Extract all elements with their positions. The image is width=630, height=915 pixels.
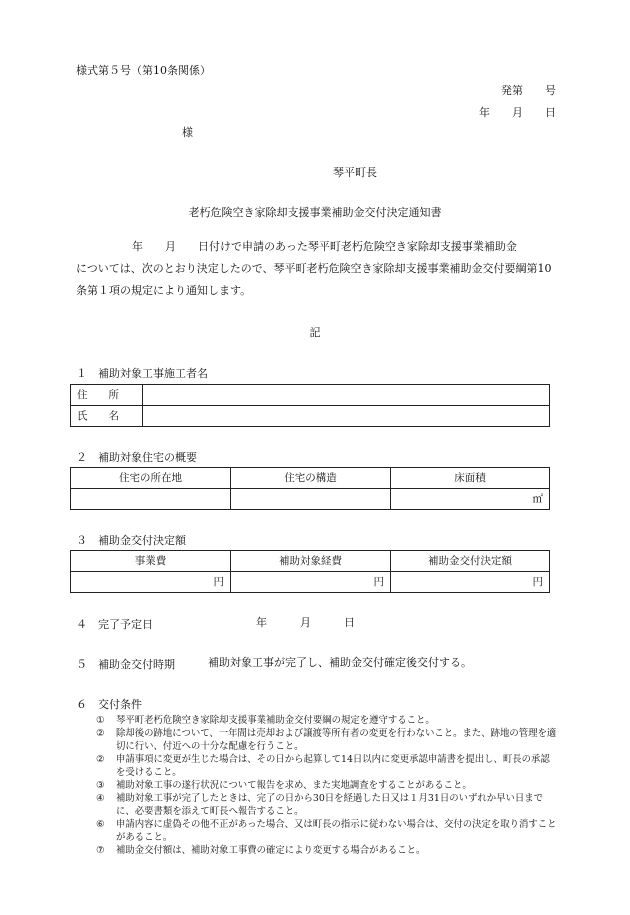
list-item <box>96 818 558 844</box>
body-first-line: 年 月 日付けで申請のあった琴平町老朽危険空き家除却支援事業補助金 <box>132 240 517 253</box>
address-label: 住 所 <box>71 385 143 406</box>
grant-timing-text: 補助対象工事が完了し、補助金交付確定後交付する。 <box>208 656 472 669</box>
table-row <box>71 489 550 510</box>
item-number: ① <box>96 715 105 726</box>
list-item <box>96 753 558 779</box>
grant-amount-unit[interactable]: 円 <box>391 572 550 593</box>
item-text: 琴平町老朽危険空き家除却支援事業補助金交付要綱の規定を遵守すること。 <box>116 715 435 726</box>
table-row <box>71 385 550 406</box>
form-id: 様式第５号（第10条関係） <box>76 64 211 77</box>
amount-table <box>70 550 550 593</box>
item-number: ② <box>96 754 105 765</box>
table-row <box>71 551 550 572</box>
item-number: ⑥ <box>96 819 105 830</box>
table-row <box>71 572 550 593</box>
section5-heading: ５ 補助金交付時期 <box>76 658 175 671</box>
house-table <box>70 467 550 510</box>
table-row <box>71 468 550 489</box>
name-label: 氏 名 <box>71 406 143 427</box>
item-text: 補助対象工事の遂行状況について報告を求め、また実地調査をすることがあること。 <box>116 780 472 791</box>
addressee-suffix: 様 <box>182 126 193 139</box>
list-item <box>96 714 558 727</box>
item-number: ⑦ <box>96 845 105 856</box>
floor-area-unit[interactable]: ㎡ <box>391 489 550 510</box>
section2-heading: ２ 補助対象住宅の概要 <box>76 451 197 464</box>
section1-heading: １ 補助対象工事施工者名 <box>76 367 208 380</box>
project-cost-unit[interactable]: 円 <box>71 572 231 593</box>
list-item <box>96 727 558 753</box>
item-text: 申請内容に虚偽その他不正があった場合、又は町長の指示に従わない場合は、交付の決定を取り消すことがあること。 <box>116 819 557 843</box>
header-eligible-cost: 補助対象経費 <box>231 551 391 572</box>
item-number: ④ <box>96 793 105 804</box>
item-text: 除却後の跡地について、一年間は売却および譲渡等所有者の変更を行わないこと。また、跡地の管理を適切に行い、付近への十分な配慮を行うこと。 <box>116 728 557 752</box>
issuer: 琴平町長 <box>333 166 377 179</box>
header-structure: 住宅の構造 <box>231 468 391 489</box>
header-location: 住宅の所在地 <box>71 468 231 489</box>
condition-list <box>96 714 558 857</box>
document-title: 老朽危険空き家除却支援事業補助金交付決定通知書 <box>188 206 442 219</box>
section4-heading: ４ 完了予定日 <box>76 618 153 631</box>
contractor-table <box>70 384 550 427</box>
name-value[interactable] <box>143 406 550 427</box>
structure-value[interactable] <box>231 489 391 510</box>
item-number: ③ <box>96 780 105 791</box>
list-item <box>96 792 558 818</box>
section3-heading: ３ 補助金交付決定額 <box>76 534 186 547</box>
address-value[interactable] <box>143 385 550 406</box>
issue-number: 発第 号 <box>501 84 556 97</box>
header-floor-area: 床面積 <box>391 468 550 489</box>
body-text: については、次のとおり決定したので、琴平町老朽危険空き家除却支援事業補助金交付要綱第10条第１項の規定により通知します。 <box>76 262 552 297</box>
completion-date: 年 月 日 <box>256 616 355 629</box>
item-text: 申請事項に変更が生じた場合は、その日から起算して14日以内に変更承認申請書を提出し、町長の承認を受けること。 <box>116 754 550 778</box>
list-item <box>96 779 558 792</box>
table-row <box>71 406 550 427</box>
item-text: 補助対象工事が完了したときは、完了の日から30日を経過した日又は１月31日のいずれか早い日までに、必要書類を添えて町長へ報告すること。 <box>116 793 543 817</box>
header-grant-amount: 補助金交付決定額 <box>391 551 550 572</box>
location-value[interactable] <box>71 489 231 510</box>
eligible-cost-unit[interactable]: 円 <box>231 572 391 593</box>
item-text: 補助金交付額は、補助対象工事費の確定により変更する場合があること。 <box>116 845 426 856</box>
issue-date: 年 月 日 <box>479 106 556 119</box>
ki-marker: 記 <box>309 326 321 339</box>
item-number: ② <box>96 728 105 739</box>
list-item <box>96 844 558 857</box>
header-project-cost: 事業費 <box>71 551 231 572</box>
section6-heading: ６ 交付条件 <box>76 698 142 711</box>
